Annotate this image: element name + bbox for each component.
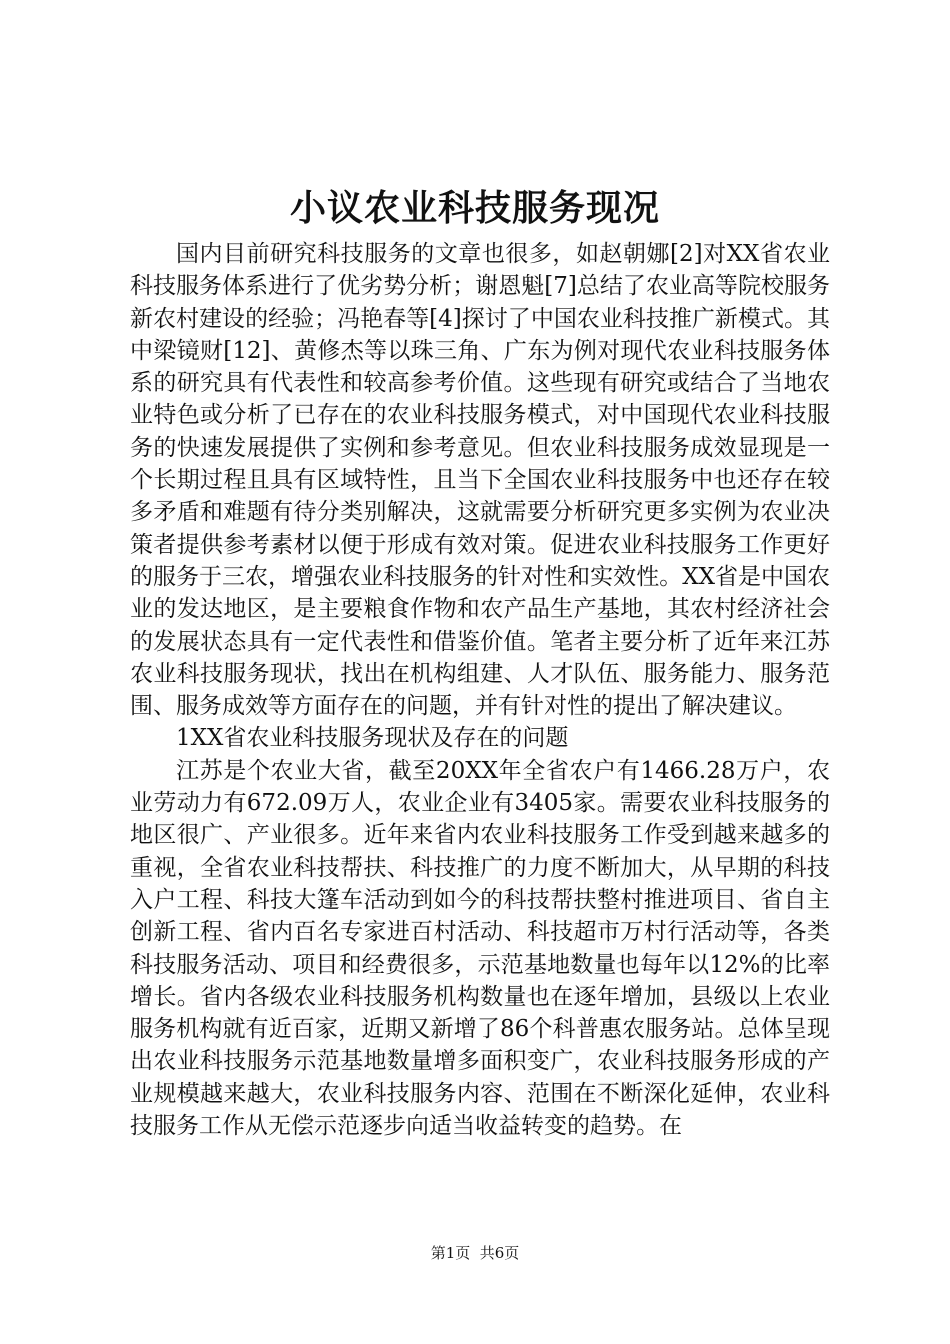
paragraph-status: 江苏是个农业大省，截至20XX年全省农户有1466.28万户，农业劳动力有672.09万人，农业企业有3405家。需要农业科技服务的地区很广、产业很多。近年来省内农业科技服务工作受到越来越多的重视，全省农业科技帮扶、科技推广的力度不断加大，从早期的科技入户工程、科技大篷车活动到如今的科技帮扶整村推进项目、省自主创新工程、省内百名专家进百村活动、科技超市万村行活动等，各类科技服务活动、项目和经费很多，示范基地数量也每年以12%的比率增长。省内各级农业科技服务机构数量也在逐年增加，县级以上农业服务机构就有近百家，近期又新增了86个科普惠农服务站。总体呈现出农业科技服务示范基地数量增多面积变广，农业科技服务形成的产业规模越来越大，农业科技服务内容、范围在不断深化延伸，农业科技服务工作从无偿示范逐步向适当收益转变的趋势。在 — [130, 757, 830, 1140]
section-heading: 1XX省农业科技服务现状及存在的问题 — [176, 725, 569, 752]
page-footer — [0, 1243, 950, 1263]
paragraph-intro: 国内目前研究科技服务的文章也很多，如赵朝娜[2]对XX省农业科技服务体系进行了优劣势分析；谢恩魁[7]总结了农业高等院校服务新农村建设的经验；冯艳春等[4]探讨了中国农业科技推广新模式。其中梁镜财[12]、黄修杰等以珠三角、广东为例对现代农业科技服务体系的研究具有代表性和较高参考价值。这些现有研究或结合了当地农业特色或分析了已存在的农业科技服务模式，对中国现代农业科技服务的快速发展提供了实例和参考意见。但农业科技服务成效显现是一个长期过程且具有区域特性，且当下全国农业科技服务中也还存在较多矛盾和难题有待分类别解决，这就需要分析研究更多实例为农业决策者提供参考素材以便于形成有效对策。促进农业科技服务工作更好的服务于三农，增强农业科技服务的针对性和实效性。XX省是中国农业的发达地区，是主要粮食作物和农产品生产基地，其农村经济社会的发展状态具有一定代表性和借鉴价值。笔者主要分析了近年来江苏农业科技服务现状，找出在机构组建、人才队伍、服务能力、服务范围、服务成效等方面存在的问题，并有针对性的提出了解决建议。 — [130, 241, 830, 720]
document-body — [130, 238, 830, 1142]
page-indicator: 第1页 共6页 — [430, 1244, 520, 1262]
document-title: 小议农业科技服务现况 — [289, 187, 660, 229]
